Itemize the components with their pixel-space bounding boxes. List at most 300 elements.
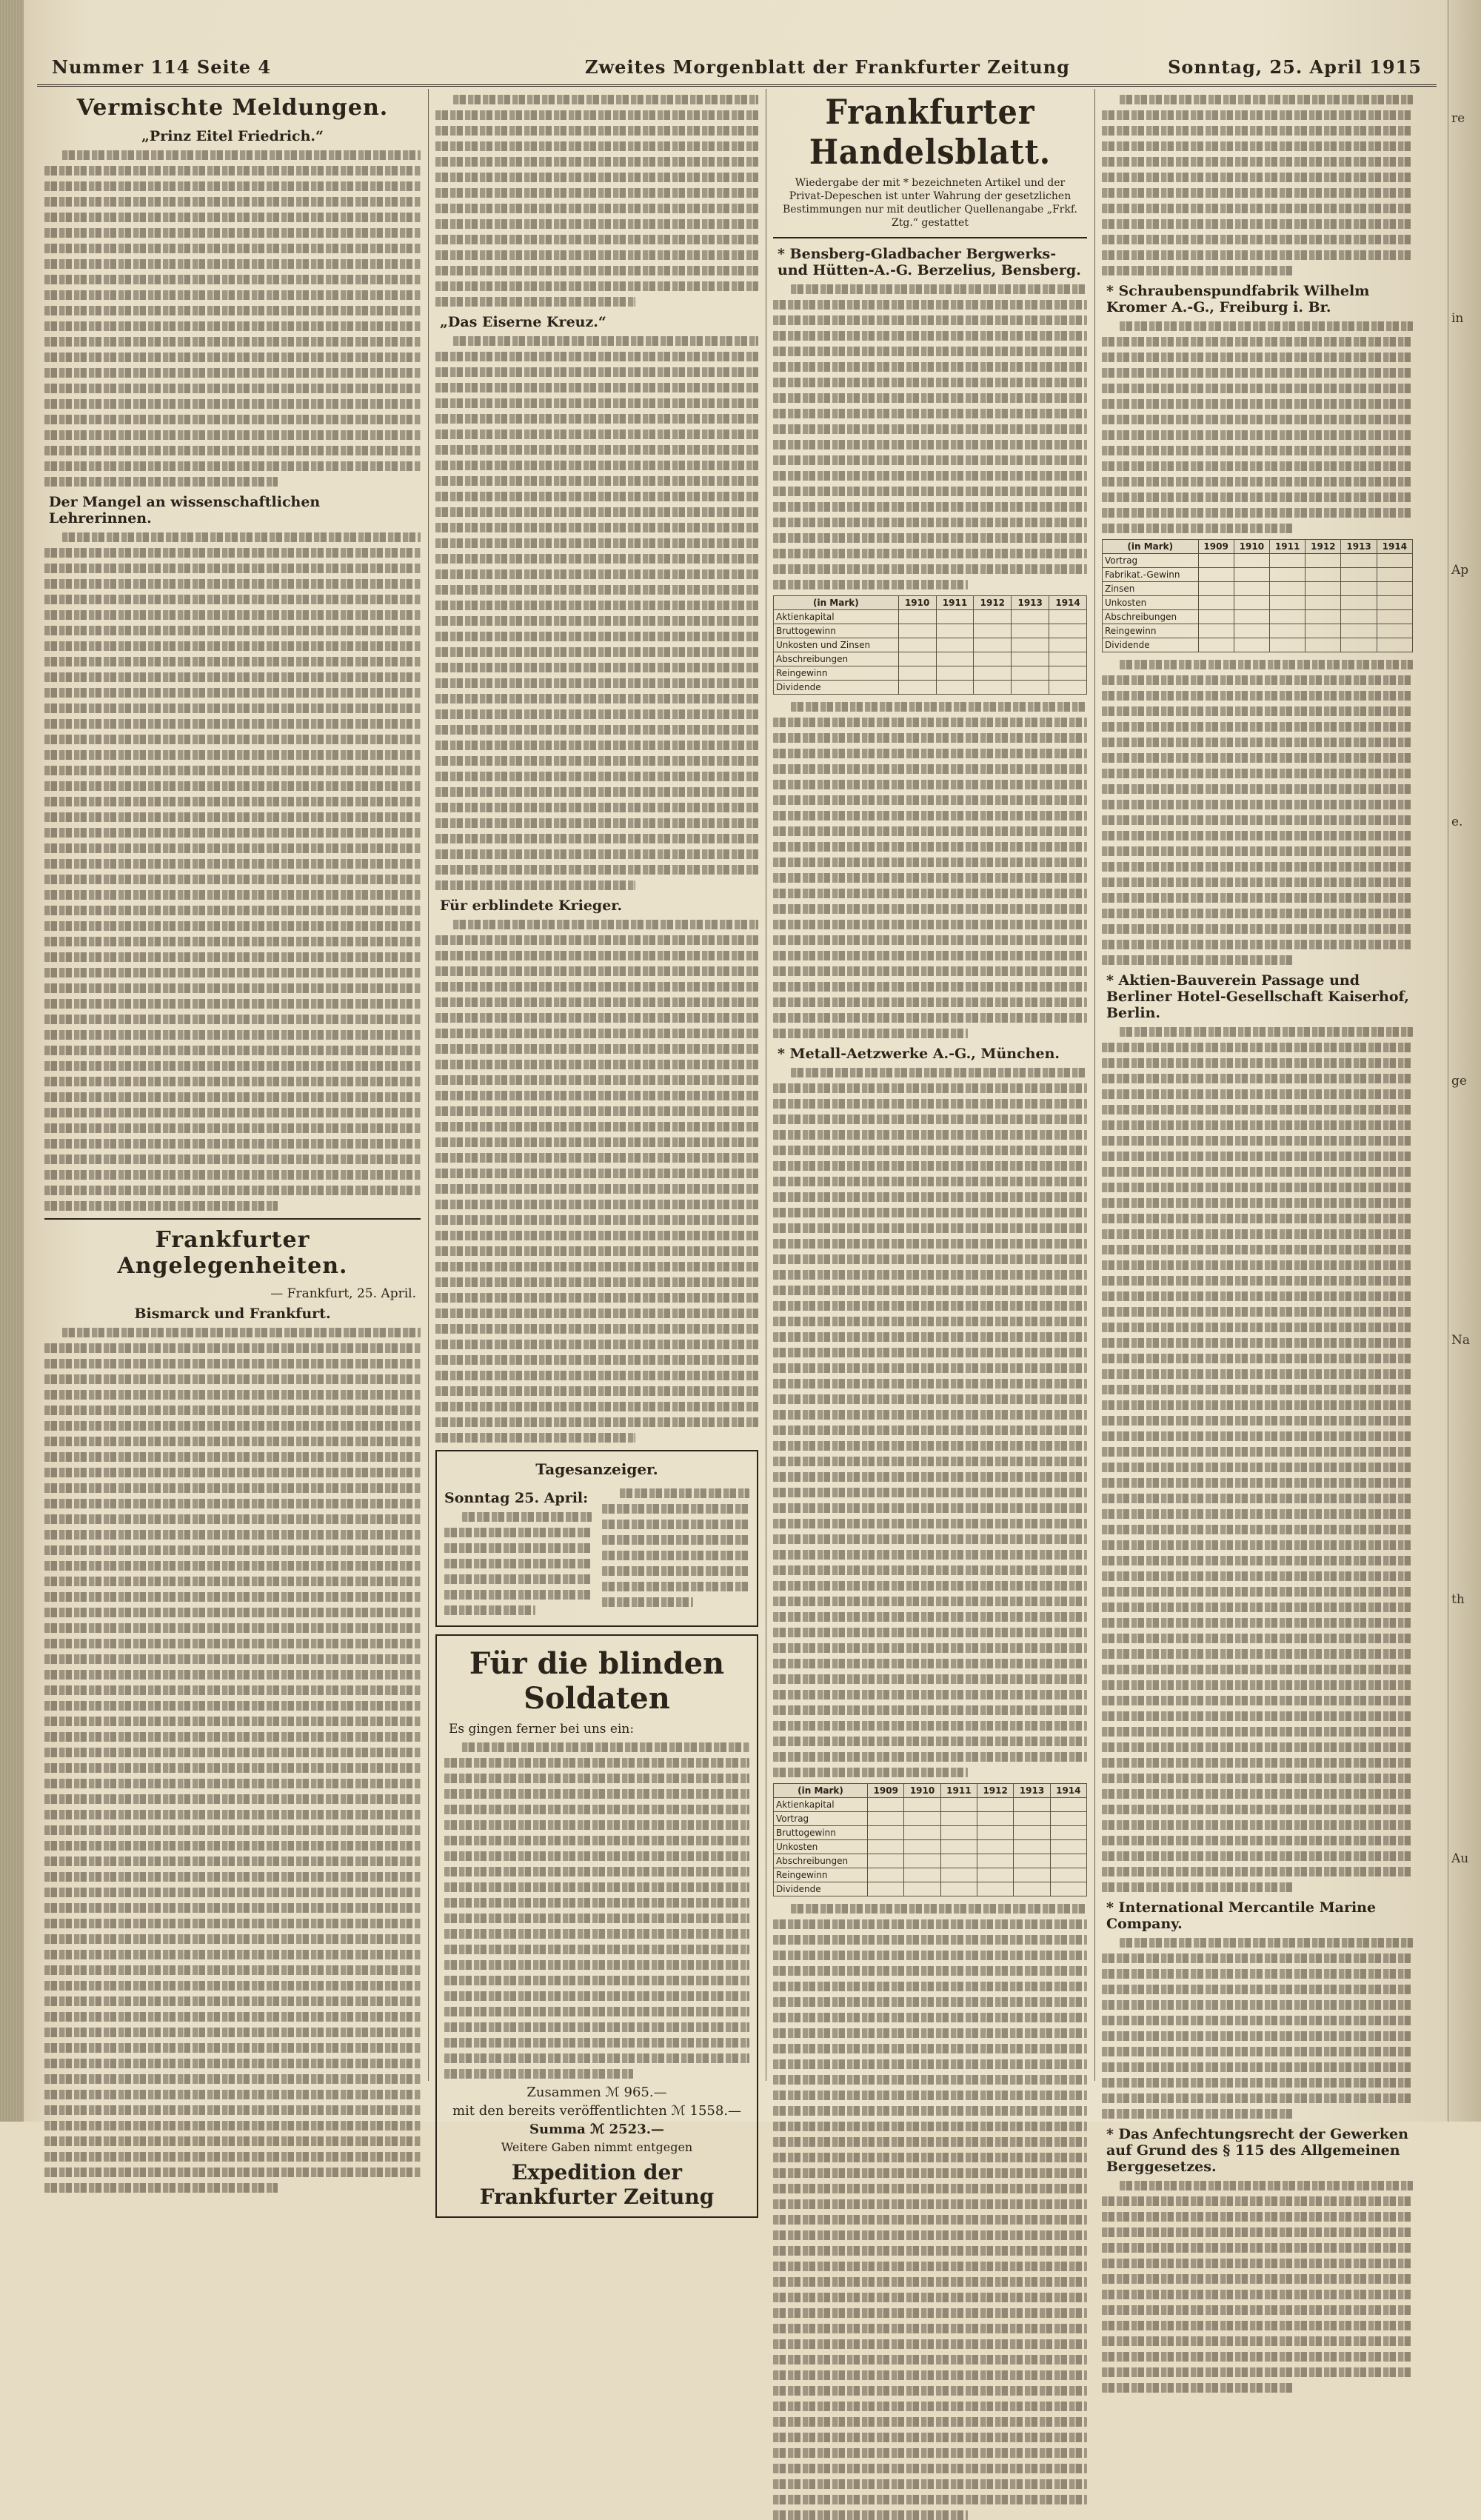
illegible-text-line [773, 533, 1087, 543]
illegible-text-line [44, 1468, 421, 1477]
illegible-text-line [1102, 2321, 1413, 2330]
table-cell-illegible [940, 1812, 977, 1826]
article-title-bismarck: Bismarck und Frankfurt. [134, 1306, 331, 1322]
table-cell-illegible [936, 624, 974, 638]
illegible-text-line [44, 1514, 421, 1524]
table-row-label: Bruttogewinn [774, 624, 899, 638]
illegible-text-line [773, 455, 1087, 465]
illegible-text-line [1102, 337, 1413, 347]
table-cell-illegible [1012, 681, 1049, 695]
illegible-text-line [1120, 1027, 1413, 1037]
illegible-text-line [1102, 461, 1413, 471]
table-cell-illegible [1306, 638, 1341, 652]
table-row [1103, 554, 1413, 568]
illegible-text-line [444, 2007, 749, 2016]
illegible-text-line [44, 657, 421, 666]
table-row-label: Abschreibungen [774, 652, 899, 666]
illegible-text-line [773, 733, 1087, 743]
illegible-text-line [773, 2230, 1087, 2240]
illegible-text-line [773, 378, 1087, 387]
illegible-text-line [773, 1721, 1087, 1731]
illegible-text-line [773, 764, 1087, 774]
article-title-eiserne-kreuz: „Das Eiserne Kreuz.“ [440, 314, 606, 330]
illegible-text-line [44, 781, 421, 791]
table-cell-illegible [904, 1882, 940, 1896]
table-cell-illegible [1198, 638, 1234, 652]
illegible-text-line [44, 477, 278, 487]
illegible-text-line [773, 873, 1087, 883]
illegible-text-line [44, 244, 421, 253]
illegible-text-line [1102, 250, 1413, 260]
table-cell-illegible [1341, 638, 1377, 652]
illegible-text-line [1102, 675, 1413, 685]
illegible-text-line [44, 750, 421, 760]
table-cell-illegible [898, 666, 936, 681]
illegible-text-line [1102, 1354, 1413, 1363]
table-cell-illegible [1014, 1826, 1050, 1840]
illegible-text-line [602, 1535, 749, 1545]
illegible-text-line [44, 1139, 421, 1149]
illegible-text-line [62, 532, 421, 542]
illegible-text-line [44, 2059, 421, 2068]
blinde-soldaten-box [435, 1634, 758, 2218]
illegible-text-line [773, 315, 1087, 325]
article-title-erblindete: Für erblindete Krieger. [440, 898, 623, 914]
illegible-text-line [773, 842, 1087, 852]
illegible-text-line [444, 2069, 633, 2079]
illegible-text-line [1102, 2259, 1413, 2268]
illegible-text-line [44, 1639, 421, 1648]
table-row-label: Abschreibungen [1103, 610, 1199, 624]
illegible-text-line [773, 1565, 1087, 1575]
illegible-text-line [444, 1758, 749, 1768]
table-year-header: 1914 [1377, 540, 1412, 554]
illegible-text-line [44, 259, 421, 269]
table-cell-illegible [1012, 666, 1049, 681]
illegible-text-line [444, 1590, 592, 1600]
table-cell-illegible [904, 1826, 940, 1840]
illegible-text-line [1102, 2109, 1294, 2119]
table-cell-illegible [1012, 610, 1049, 624]
table-cell-illegible [936, 610, 974, 624]
illegible-text-line [444, 1898, 749, 1908]
illegible-text-line [773, 2479, 1087, 2489]
table-year-header: 1911 [1269, 540, 1305, 554]
illegible-text-line [1102, 477, 1413, 487]
illegible-text-line [44, 1623, 421, 1633]
table-cell-illegible [1050, 1868, 1086, 1882]
table-cell-illegible [936, 638, 974, 652]
illegible-text-line [44, 1452, 421, 1462]
illegible-text-line [773, 811, 1087, 820]
illegible-text-line [773, 1752, 1087, 1762]
illegible-text-line [773, 2386, 1087, 2396]
illegible-text-line [44, 797, 421, 806]
illegible-text-line [44, 1794, 421, 1804]
illegible-text-line [773, 2308, 1087, 2318]
illegible-text-line [44, 564, 421, 573]
illegible-text-line [435, 1200, 758, 1209]
table-cell-illegible [1341, 610, 1377, 624]
illegible-text-line [773, 1612, 1087, 1622]
illegible-text-line [444, 1882, 749, 1892]
illegible-text-line [44, 1654, 421, 1664]
illegible-text-line [1102, 1307, 1413, 1317]
illegible-text-line [435, 834, 758, 843]
illegible-text-line [435, 554, 758, 564]
illegible-text-line [773, 1099, 1087, 1109]
table-cell-illegible [1306, 624, 1341, 638]
table-cell-illegible [1306, 610, 1341, 624]
illegible-text-line [1102, 446, 1413, 455]
table-cell-illegible [1269, 582, 1305, 596]
illegible-text-line [773, 1457, 1087, 1466]
illegible-text-line [1102, 1649, 1413, 1659]
illegible-text-line [444, 2038, 749, 2048]
table-cell-illegible [1012, 624, 1049, 638]
illegible-text-line [1102, 691, 1413, 701]
illegible-text-line [773, 2137, 1087, 2147]
illegible-text-line [1102, 1556, 1413, 1565]
illegible-text-line [444, 2053, 749, 2063]
illegible-text-line [773, 1628, 1087, 1637]
illegible-text-line [44, 875, 421, 884]
edge-fragment: in [1451, 311, 1464, 326]
table-cell-illegible [904, 1798, 940, 1812]
table-cell-illegible [1049, 624, 1087, 638]
illegible-text-line [44, 1577, 421, 1586]
illegible-text-line [1102, 1665, 1413, 1674]
illegible-text-line [773, 1208, 1087, 1217]
table-row-label: Reingewinn [774, 666, 899, 681]
illegible-text-line [435, 476, 758, 486]
illegible-text-line [1102, 430, 1413, 440]
illegible-text-line [773, 2168, 1087, 2178]
illegible-text-line [44, 352, 421, 362]
illegible-text-line [435, 1091, 758, 1100]
table-year-header: 1909 [1198, 540, 1234, 554]
column-rule [428, 89, 429, 2081]
illegible-text-line [1102, 1727, 1413, 1737]
illegible-text-line [44, 2152, 421, 2162]
illegible-text-line [44, 2183, 278, 2193]
illegible-text-line [1102, 2290, 1413, 2299]
illegible-text-line [773, 1394, 1087, 1404]
table-cell-illegible [1234, 610, 1269, 624]
expedition-line: Expedition der Frankfurter Zeitung [479, 2160, 715, 2209]
illegible-text-line [773, 1426, 1087, 1435]
table-cell-illegible [1049, 610, 1087, 624]
illegible-text-line [773, 1029, 968, 1038]
table-cell-illegible [1341, 554, 1377, 568]
illegible-text-line [1102, 955, 1294, 965]
illegible-text-line [435, 1029, 758, 1038]
table-cell-illegible [1234, 638, 1269, 652]
illegible-text-line [444, 1960, 749, 1970]
illegible-text-line [1102, 508, 1413, 518]
illegible-text-line [1102, 2093, 1413, 2103]
table-row [774, 652, 1087, 666]
illegible-text-line [1102, 846, 1413, 856]
illegible-text-line [44, 1030, 421, 1040]
table-cell-illegible [904, 1854, 940, 1868]
illegible-text-line [44, 999, 421, 1009]
illegible-text-line [435, 741, 758, 750]
table-cell-illegible [1269, 624, 1305, 638]
illegible-text-line [44, 1981, 421, 1991]
illegible-text-line [44, 275, 421, 284]
table-cell-illegible [1014, 1868, 1050, 1882]
table-year-header: 1911 [940, 1784, 977, 1798]
illegible-text-line [1102, 893, 1413, 903]
illegible-text-line [435, 1402, 758, 1411]
illegible-text-line [1102, 1618, 1413, 1628]
illegible-text-line [435, 997, 758, 1007]
illegible-text-line [44, 1748, 421, 1757]
table-cell-illegible [1198, 610, 1234, 624]
illegible-text-line [773, 1674, 1087, 1684]
table-cell-illegible [974, 666, 1012, 681]
illegible-text-line [435, 585, 758, 595]
table-year-header: 1912 [974, 596, 1012, 610]
illegible-text-line [1102, 235, 1413, 244]
illegible-text-line [1102, 738, 1413, 747]
table-unit-header: (in Mark) [774, 596, 899, 610]
article-title-prinz-eitel: „Prinz Eitel Friedrich.“ [141, 128, 324, 144]
illegible-text-line [1102, 1105, 1413, 1114]
illegible-text-line [44, 983, 421, 993]
table-cell-illegible [1234, 582, 1269, 596]
table-row [774, 1868, 1087, 1882]
illegible-text-line [773, 966, 1087, 976]
illegible-text-line [462, 1742, 749, 1752]
illegible-text-line [773, 1503, 1087, 1513]
illegible-text-line [1120, 2181, 1413, 2190]
illegible-text-line [444, 1867, 749, 1876]
table-row [1103, 610, 1413, 624]
illegible-text-line [1102, 706, 1413, 716]
illegible-text-line [1102, 1711, 1413, 1721]
illegible-text-line [773, 1161, 1087, 1171]
illegible-text-line [1102, 110, 1413, 120]
illegible-text-line [791, 1068, 1087, 1077]
illegible-text-line [791, 702, 1087, 712]
illegible-text-line [44, 1888, 421, 1897]
illegible-text-line [435, 1386, 758, 1396]
illegible-text-line [1102, 1602, 1413, 1612]
illegible-text-line [773, 2090, 1087, 2100]
table-cell-illegible [1012, 638, 1049, 652]
table-cell-illegible [1050, 1882, 1086, 1896]
illegible-text-line [773, 2417, 1087, 2427]
illegible-text-line [44, 1154, 421, 1164]
illegible-text-line [773, 2075, 1087, 2085]
illegible-text-line [773, 889, 1087, 898]
table-cell-illegible [1050, 1854, 1086, 1868]
illegible-text-line [1102, 1369, 1413, 1379]
illegible-text-line [773, 424, 1087, 434]
table-row [1103, 624, 1413, 638]
illegible-text-line [435, 523, 758, 532]
illegible-text-line [435, 1277, 758, 1287]
illegible-text-line [435, 281, 758, 291]
illegible-text-line [435, 1169, 758, 1178]
metall-aetzwerke-table [773, 1783, 1087, 1896]
illegible-text-line [444, 1820, 749, 1830]
illegible-text-line [435, 352, 758, 361]
table-cell-illegible [868, 1882, 904, 1896]
illegible-text-line [773, 2464, 1087, 2473]
illegible-text-line [44, 1545, 421, 1555]
illegible-text-line [773, 409, 1087, 418]
table-year-header: 1910 [898, 596, 936, 610]
illegible-text-line [1102, 1229, 1413, 1239]
table-row [774, 638, 1087, 652]
illegible-text-line [1102, 1463, 1413, 1472]
illegible-text-line [773, 1643, 1087, 1653]
table-cell-illegible [898, 652, 936, 666]
table-cell-illegible [904, 1868, 940, 1882]
illegible-text-line [444, 1945, 749, 1954]
illegible-text-line [1102, 157, 1413, 167]
illegible-text-line [435, 1324, 758, 1334]
table-row-label: Abschreibungen [774, 1854, 868, 1868]
illegible-text-line [773, 1083, 1087, 1093]
illegible-text-line [44, 1015, 421, 1024]
sum-total: Summa ℳ 2523.— [529, 2122, 664, 2137]
illegible-text-line [1102, 1167, 1413, 1177]
illegible-text-line [435, 569, 758, 579]
table-row [1103, 596, 1413, 610]
illegible-text-line [773, 2059, 1087, 2069]
illegible-text-line [44, 2028, 421, 2037]
table-year-header: 1914 [1050, 1784, 1086, 1798]
illegible-text-line [1102, 492, 1413, 502]
illegible-text-line [44, 1359, 421, 1368]
table-cell-illegible [977, 1798, 1014, 1812]
reprint-note: Wiedergabe der mit * bezeichneten Artikel und der Privat-Depeschen ist unter Wahrung der gesetzlichen Bestimmungen nur mit deutlicher Quellenangabe „Frkf. Ztg.“ gestattet [783, 177, 1077, 229]
illegible-text-line [435, 966, 758, 976]
table-cell-illegible [1341, 582, 1377, 596]
table-cell-illegible [1269, 638, 1305, 652]
illegible-text-line [435, 1371, 758, 1380]
illegible-text-line [773, 1410, 1087, 1420]
illegible-text-line [44, 306, 421, 315]
illegible-text-line [44, 1421, 421, 1431]
illegible-text-line [602, 1551, 749, 1560]
table-cell-illegible [1269, 568, 1305, 582]
calendar-date: Sonntag 25. April: [444, 1490, 589, 1506]
illegible-text-line [44, 719, 421, 729]
table-row-label: Fabrikat.-Gewinn [1103, 568, 1199, 582]
illegible-text-line [44, 626, 421, 635]
calendar-title: Tagesanzeiger. [535, 1460, 658, 1478]
illegible-text-line [773, 1441, 1087, 1451]
table-cell-illegible [868, 1798, 904, 1812]
illegible-text-line [44, 368, 421, 378]
illegible-text-line [773, 858, 1087, 867]
illegible-text-line [44, 1077, 421, 1086]
book-binding [0, 0, 24, 2122]
article-title-berzelius: * Bensberg-Gladbacher Bergwerks- und Hütten-A.-G. Berzelius, Bensberg. [778, 246, 1081, 278]
illegible-text-line [1102, 399, 1413, 409]
table-cell-illegible [1377, 610, 1412, 624]
table-cell-illegible [904, 1840, 940, 1854]
illegible-text-line [773, 2277, 1087, 2287]
illegible-text-line [435, 1013, 758, 1023]
illegible-text-line [444, 1774, 749, 1783]
illegible-text-line [44, 828, 421, 838]
table-cell-illegible [904, 1812, 940, 1826]
illegible-text-line [773, 2324, 1087, 2333]
table-cell-illegible [1341, 596, 1377, 610]
illegible-text-line [44, 1201, 278, 1211]
illegible-text-line [1102, 2352, 1413, 2362]
table-cell-illegible [1198, 624, 1234, 638]
illegible-text-line [444, 2022, 749, 2032]
blinde-intro: Es gingen ferner bei uns ein: [449, 1722, 635, 1737]
table-row [1103, 568, 1413, 582]
illegible-text-line [44, 1934, 421, 1944]
illegible-text-line [1102, 1571, 1413, 1581]
page-header [37, 52, 1437, 87]
illegible-text-line [1102, 126, 1413, 136]
illegible-text-line [1102, 1074, 1413, 1083]
illegible-text-line [1102, 1634, 1413, 1643]
illegible-text-line [44, 1996, 421, 2006]
illegible-text-line [791, 1904, 1087, 1914]
illegible-text-line [773, 1013, 1087, 1023]
table-row [774, 610, 1087, 624]
illegible-text-line [44, 1872, 421, 1882]
illegible-text-line [602, 1597, 693, 1607]
table-cell-illegible [1234, 554, 1269, 568]
illegible-text-line [44, 641, 421, 651]
illegible-text-line [1102, 1789, 1413, 1799]
illegible-text-line [773, 982, 1087, 992]
illegible-text-line [435, 297, 635, 307]
illegible-text-line [1102, 909, 1413, 918]
illegible-text-line [44, 1701, 421, 1711]
table-cell-illegible [940, 1868, 977, 1882]
illegible-text-line [602, 1520, 749, 1529]
illegible-text-line [44, 703, 421, 713]
illegible-text-line [44, 1592, 421, 1602]
table-cell-illegible [1014, 1840, 1050, 1854]
illegible-text-line [435, 538, 758, 548]
illegible-text-line [773, 2293, 1087, 2302]
illegible-text-line [435, 430, 758, 439]
illegible-text-line [773, 2402, 1087, 2411]
illegible-text-line [1102, 722, 1413, 732]
table-cell-illegible [1269, 554, 1305, 568]
illegible-text-line [44, 1841, 421, 1851]
table-cell-illegible [898, 624, 936, 638]
illegible-text-line [44, 2121, 421, 2130]
tagesanzeiger-box [435, 1450, 758, 1627]
illegible-text-line [1102, 2000, 1413, 2010]
illegible-text-line [773, 2355, 1087, 2364]
illegible-text-line [44, 579, 421, 589]
section-title-angelegenheiten: Frankfurter Angelegenheiten. [117, 1227, 348, 1279]
illegible-text-line [602, 1566, 749, 1576]
edge-fragment: th [1451, 1592, 1465, 1607]
illegible-text-line [773, 1982, 1087, 1991]
table-cell-illegible [936, 681, 974, 695]
illegible-text-line [435, 1106, 758, 1116]
illegible-text-line [435, 694, 758, 703]
illegible-text-line [44, 1170, 421, 1180]
